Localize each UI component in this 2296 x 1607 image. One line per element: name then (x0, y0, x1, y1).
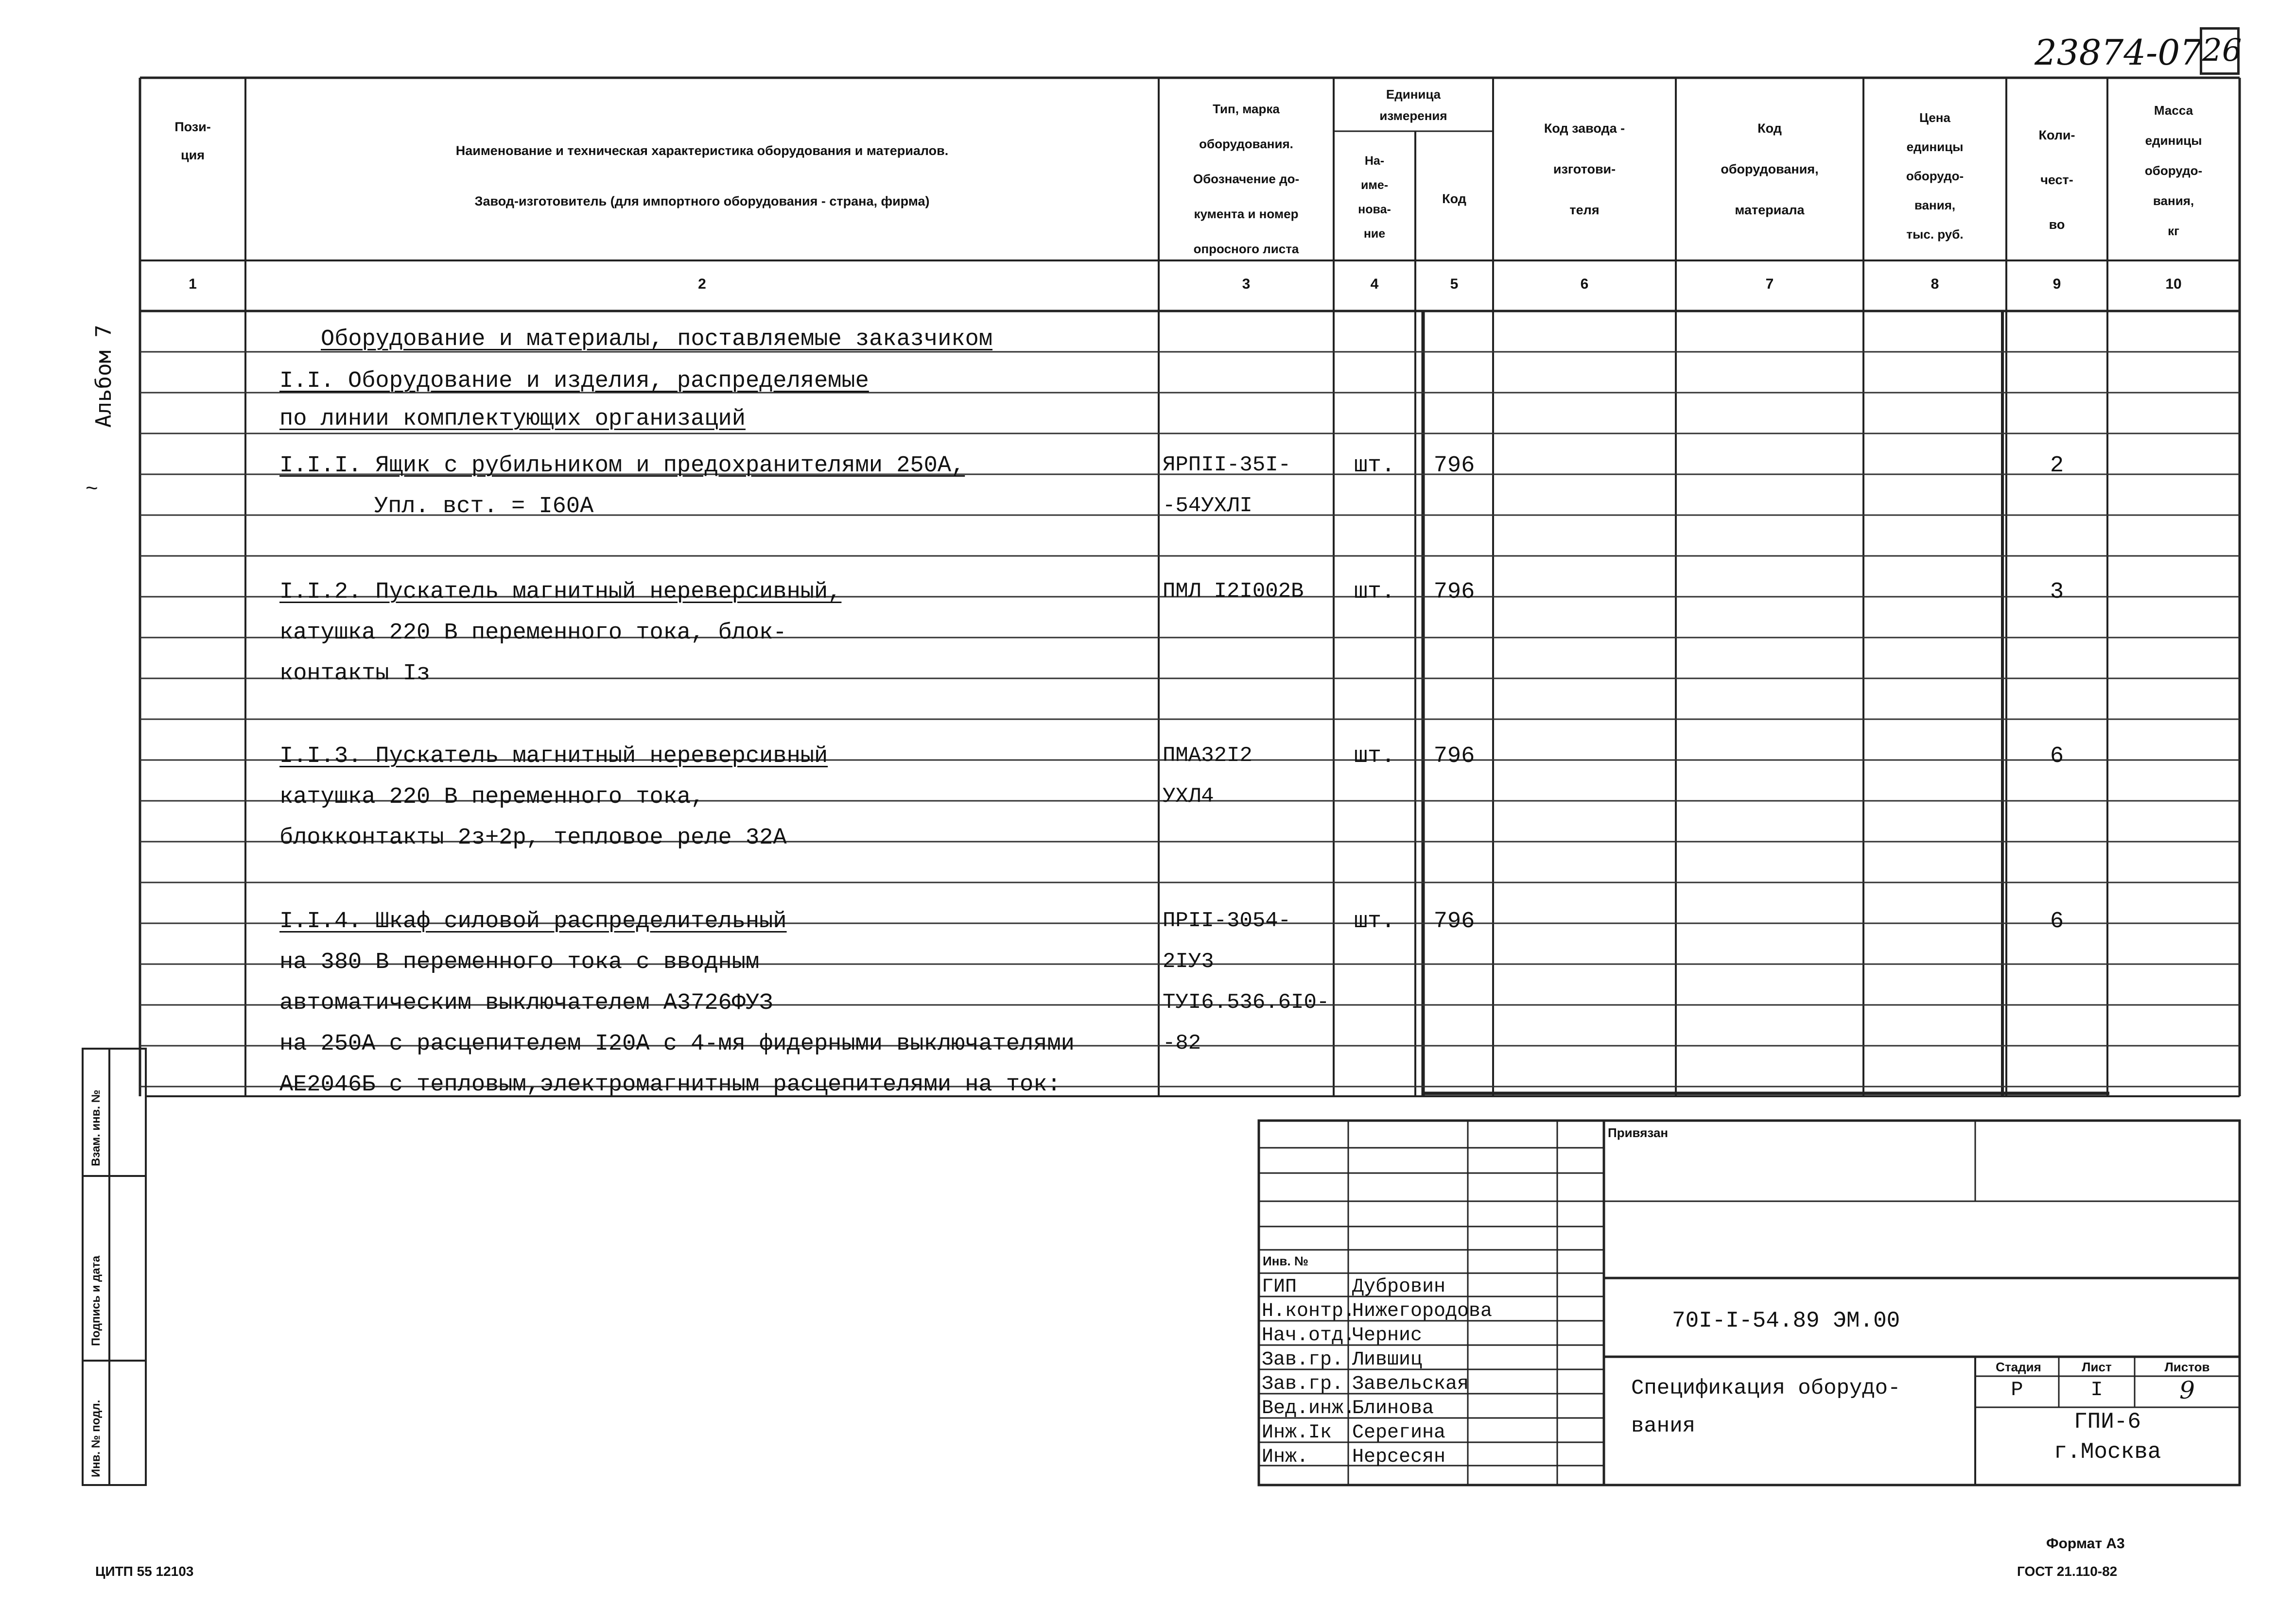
tb-name-6: Блинова (1352, 1398, 1434, 1419)
item-1-type-1: ЯРПII-35I- (1163, 453, 1291, 477)
tb-sheets: 9 (2179, 1376, 2195, 1404)
item-1-line-1: I.I.I. Ящик с рубильником и предохранителями 250А, (279, 453, 965, 479)
item-3-type-2: УХЛ4 (1163, 784, 1214, 809)
column-number-10: 10 (2165, 276, 2182, 292)
header-c3-line-4: кумента и номер (1194, 207, 1299, 221)
header-c8-line-5: тыс. руб. (1906, 227, 1964, 242)
header-manufacturer-code (1493, 108, 1676, 230)
header-c2-line-2: Завод-изготовитель (для импортного оборудования - страна, фирма) (474, 194, 930, 208)
subsection-line-1: I.I. Оборудование и изделия, распределяемые (279, 368, 869, 394)
tb-role-5: Зав.гр. (1262, 1373, 1344, 1395)
item-3-line-1: I.I.3. Пускатель магнитный нереверсивный (279, 743, 828, 769)
header-c6-line-1: Код завода - (1544, 121, 1625, 136)
item-1-unit: шт. (1354, 453, 1395, 479)
document-number: 23874-07 (2035, 32, 2202, 73)
column-number-9: 9 (2052, 276, 2061, 292)
column-number-3: 3 (1242, 276, 1251, 292)
item-3-quantity: 6 (2050, 743, 2064, 769)
stamp-signature-label: Подпись и дата (89, 1256, 103, 1346)
column-number-8: 8 (1931, 276, 1939, 292)
format-label: Формат А3 (2046, 1536, 2125, 1552)
header-c7-line-1: Код (1757, 121, 1782, 136)
header-c3-line-2: оборудования. (1199, 137, 1293, 151)
tb-name-7: Серегина (1352, 1422, 1446, 1444)
header-price (1863, 103, 2006, 249)
header-c6-line-2: изготови- (1553, 162, 1616, 176)
item-2-type-1: ПМЛ I2I002В (1163, 579, 1304, 604)
tb-role-6: Вед.инж. (1262, 1398, 1356, 1419)
item-3-unit: шт. (1354, 743, 1395, 769)
left-footer: ЦИТП 55 12103 (95, 1564, 194, 1579)
header-c10-line-2: единицы (2145, 133, 2202, 148)
header-unit-code (1415, 185, 1493, 213)
item-2-quantity: 3 (2050, 579, 2064, 605)
header-c9-line-2: чест- (2040, 173, 2073, 187)
tb-stage-header: Стадия (1996, 1360, 2041, 1374)
tb-name-1: Дубровин (1352, 1276, 1446, 1298)
item-2-unit: шт. (1354, 579, 1395, 605)
column-number-5: 5 (1450, 276, 1459, 292)
page-number: 26 (2202, 33, 2242, 69)
item-3-code: 796 (1433, 743, 1475, 769)
item-4-line-3: автоматическим выключателем А3726ФУЗ (279, 990, 773, 1016)
item-4-line-5: АЕ2046Б с тепловым,электромагнитным расцепителями на ток: (279, 1072, 1061, 1098)
item-4-type-2: 2IУ3 (1163, 950, 1214, 974)
header-c1-line-1: Пози- (174, 120, 211, 134)
tb-role-1: ГИП (1262, 1276, 1297, 1298)
tb-name-3: Чернис (1352, 1325, 1423, 1347)
item-4-type-1: ПРII-3054- (1163, 909, 1291, 933)
column-number-2: 2 (698, 276, 706, 292)
header-c2-line-1: Наименование и техническая характеристика оборудования и материалов. (455, 143, 949, 158)
item-4-line-4: на 250А с расцепителем I20А с 4-мя фидерными выключателями (279, 1031, 1075, 1057)
item-1-line-2: Упл. вст. = I60А (374, 494, 594, 519)
header-position (140, 113, 245, 169)
header-name (245, 125, 1159, 226)
item-2-code: 796 (1433, 579, 1475, 605)
header-c3-line-5: опросного листа (1193, 242, 1299, 256)
header-c8-line-4: вания, (1914, 198, 1956, 212)
tb-sheet-header: Лист (2082, 1360, 2112, 1374)
header-c7-line-2: оборудования, (1721, 162, 1819, 176)
header-c4-line-4: ние (1363, 227, 1386, 241)
column-number-6: 6 (1580, 276, 1589, 292)
header-c10-line-3: оборудо- (2144, 163, 2203, 178)
column-number-1: 1 (189, 276, 197, 292)
header-mass (2107, 95, 2240, 246)
header-c8-line-3: оборудо- (1906, 169, 1964, 183)
album-label: Альбом 7 (91, 325, 116, 428)
tb-org-city: г.Москва (2053, 1439, 2161, 1465)
item-4-type-4: -82 (1163, 1031, 1201, 1055)
tb-name-2: Нижегородова (1352, 1300, 1493, 1322)
item-2-line-2: катушка 220 В переменного тока, блок- (279, 620, 787, 646)
header-c10-line-1: Масса (2154, 103, 2193, 118)
item-1-code: 796 (1433, 453, 1475, 479)
header-c10-line-4: вания, (2153, 193, 2194, 208)
tb-sheets-header: Листов (2164, 1360, 2210, 1374)
item-4-code: 796 (1433, 909, 1475, 934)
tb-role-8: Инж. (1262, 1446, 1309, 1468)
tb-role-3: Нач.отд. (1262, 1325, 1356, 1347)
tb-stage: Р (2011, 1378, 2023, 1401)
tb-sheet: I (2090, 1378, 2103, 1401)
tb-role-2: Н.контр. (1262, 1300, 1356, 1322)
header-c45-line-1: Единица (1386, 87, 1441, 102)
header-c8-line-1: Цена (1919, 110, 1950, 125)
margin-mark: ~ (86, 476, 98, 500)
tb-privyazan: Привязан (1608, 1125, 1669, 1140)
tb-document-title-1: Спецификация оборудо- (1631, 1376, 1901, 1400)
item-3-line-2: катушка 220 В переменного тока, (279, 784, 705, 810)
item-1-type-2: -54УХЛI (1163, 494, 1252, 518)
page-number-box (2200, 27, 2240, 75)
tb-document-code: 70I-I-54.89 ЭМ.00 (1672, 1308, 1900, 1333)
header-type (1159, 91, 1334, 266)
header-unit-name (1334, 149, 1415, 246)
header-quantity (2006, 113, 2107, 247)
column-number-4: 4 (1370, 276, 1379, 292)
item-3-type-1: ПМА32I2 (1163, 743, 1252, 768)
header-c1-line-2: ция (181, 148, 205, 162)
stamp-inventory-label: Инв. № подл. (89, 1400, 103, 1477)
header-c9-line-3: во (2049, 217, 2065, 232)
header-unit (1334, 84, 1493, 126)
header-c9-line-1: Коли- (2038, 128, 2075, 142)
item-4-line-2: на 380 В переменного тока с вводным (279, 950, 760, 975)
item-2-line-3: контакты Iз (279, 661, 431, 687)
item-4-line-1: I.I.4. Шкаф силовой распределительный (279, 909, 787, 934)
tb-name-8: Нерсесян (1352, 1446, 1446, 1468)
tb-name-4: Лившиц (1352, 1349, 1423, 1371)
subsection-line-2: по линии комплектующих организаций (279, 406, 746, 432)
stamp-replacement-label: Взам. инв. № (89, 1089, 103, 1166)
header-c7-line-3: материала (1735, 203, 1805, 217)
header-c3-line-1: Тип, марка (1213, 102, 1280, 116)
header-c10-line-5: кг (2168, 224, 2179, 238)
header-c4-line-2: име- (1360, 178, 1389, 192)
header-c4-line-3: нова- (1358, 203, 1391, 216)
tb-role-4: Зав.гр. (1262, 1349, 1344, 1371)
item-1-quantity: 2 (2050, 453, 2064, 479)
header-c5-line-1: Код (1442, 191, 1466, 206)
tb-document-title-2: вания (1631, 1414, 1696, 1438)
tb-org-name: ГПИ-6 (2073, 1409, 2141, 1434)
header-c4-line-1: На- (1364, 154, 1385, 168)
header-c6-line-3: теля (1569, 203, 1600, 217)
header-equipment-code (1676, 108, 1863, 230)
header-c45-line-2: измерения (1379, 108, 1447, 123)
item-2-line-1: I.I.2. Пускатель магнитный нереверсивный, (279, 579, 842, 605)
item-4-unit: шт. (1354, 909, 1395, 934)
header-c8-line-2: единицы (1906, 139, 1964, 154)
item-4-quantity: 6 (2050, 909, 2064, 934)
column-number-7: 7 (1765, 276, 1774, 292)
right-footer: ГОСТ 21.110-82 (2017, 1564, 2118, 1579)
item-3-line-3: блокконтакты 2з+2р, тепловое реле 32А (279, 825, 787, 851)
tb-inventory-no: Инв. № (1263, 1254, 1308, 1268)
tb-name-5: Завельская (1352, 1373, 1469, 1395)
tb-role-7: Инж.Iк (1262, 1422, 1332, 1444)
item-4-type-3: ТУI6.536.6I0- (1163, 990, 1330, 1015)
section-title: Оборудование и материалы, поставляемые заказчиком (321, 327, 993, 352)
header-c3-line-3: Обозначение до- (1193, 172, 1300, 186)
